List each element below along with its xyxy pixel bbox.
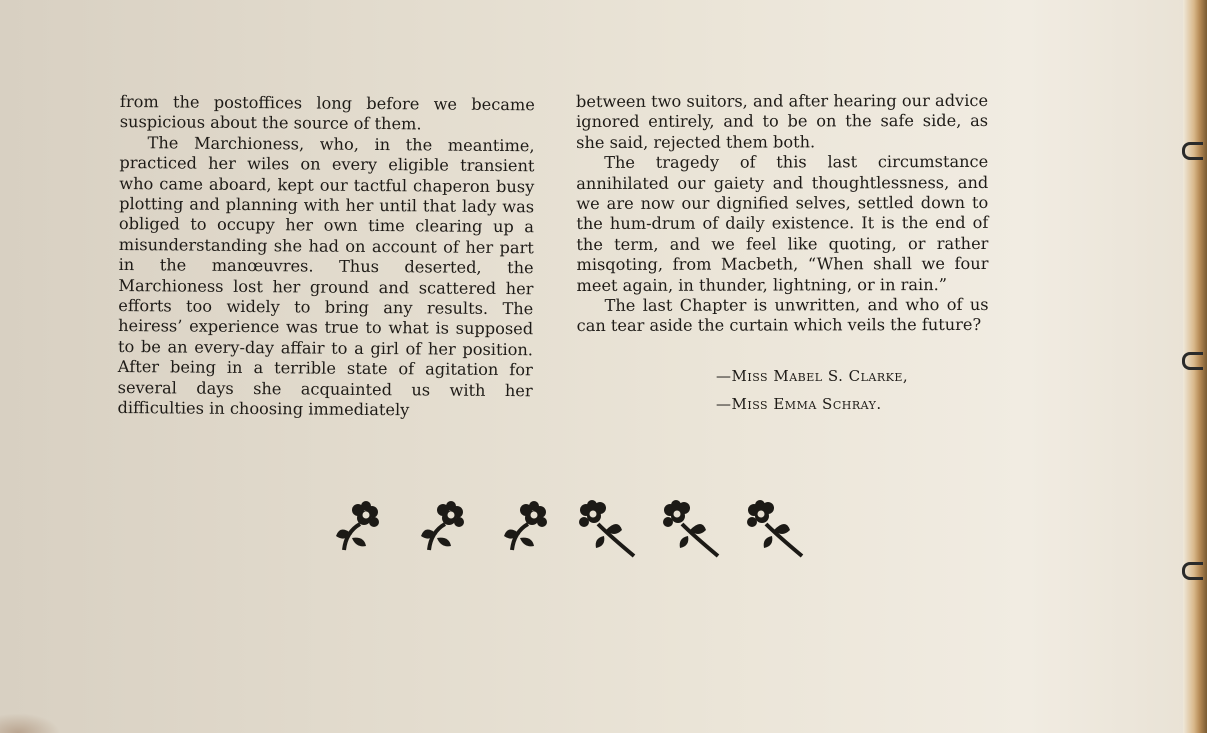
flower-sprig-icon [574, 500, 640, 566]
signature-schray: —Miss Emma Schray. [716, 395, 882, 413]
right-text-column [576, 91, 989, 337]
left-paragraph-2: The Marchioness, who, in the meantime, practiced her wiles on every eligible transient who came aboard, kept our tactful chaperon busy plotting and planning with her until that lady was obliged to occupy her own time clearing up a misunderstanding she had on account of her part in the manœuvres. Thus deserted, the Marchioness lost her ground and scattered her efforts too widely to bring any results. The heiress’ experience was true to what is supposed to be an every-day affair to a girl of her position. After being in a terrible state of agitation for several days she acquainted us with her difficulties in choosing immediately [117, 133, 535, 420]
page-corner-shadow [0, 713, 60, 733]
flower-sprig-icon [742, 500, 808, 566]
right-paragraph-2: The tragedy of this last circumstance annihilated our gaiety and thoughtlessness, and we are now our dignified selves, settled down to the hum-drum of daily existence. It is the end of the term, and we feel like quoting, or rather misqoting, from Macbeth, “When shall we four meet again, in thunder, lightning, or in rain.” [576, 152, 989, 295]
right-paragraph-3: The last Chapter is unwritten, and who of us can tear aside the curtain which veils the future? [576, 294, 989, 336]
flower-sprig-icon [490, 500, 556, 566]
binding-ring-icon [1182, 142, 1203, 160]
right-paragraph-1: between two suitors, and after hearing our advice ignored entirely, and to be on the safe side, as she said, rejected them both. [576, 90, 989, 152]
binding-ring-icon [1182, 562, 1203, 580]
left-text-column [117, 92, 535, 422]
binding-ring-icon [1182, 352, 1203, 370]
flower-sprig-icon [407, 500, 473, 566]
flower-sprig-icon [322, 500, 388, 566]
signature-clarke: —Miss Mabel S. Clarke, [716, 367, 909, 385]
left-paragraph-1: from the postoffices long before we became suspicious about the source of them. [119, 92, 535, 134]
flower-sprig-icon [658, 500, 724, 566]
flower-ornament-row [320, 500, 820, 570]
